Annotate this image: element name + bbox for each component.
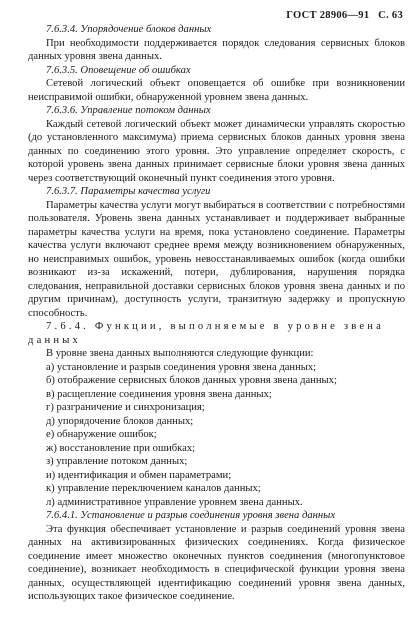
page-number: С. 63 <box>378 10 403 21</box>
list-item: г) разграничение и синхронизация; <box>46 402 205 413</box>
section-heading-7-6-3-5: 7.6.3.5. Оповещение об ошибках <box>46 64 191 76</box>
document-body <box>28 23 405 604</box>
list-item: б) отображение сервисных блоков данных уровня звена данных; <box>46 375 337 386</box>
list-item: л) административное управление уровнем звена данных. <box>46 496 303 508</box>
functions-list <box>28 361 405 510</box>
functions-heading-continued: данных <box>28 334 82 346</box>
section-heading-7-6-4-1: 7.6.4.1. Установление и разрыв соединения уровня звена данных <box>46 510 336 521</box>
section-paragraph-7-6-3-4: При необходимости поддерживается порядок следования сервисных блоков данных уровня звена данных. <box>28 37 405 62</box>
list-item: д) упорядочение блоков данных; <box>46 415 194 427</box>
list-item: в) расщепление соединения уровня звена данных; <box>46 388 272 400</box>
section-heading-7-6-3-7: 7.6.3.7. Параметры качества услуги <box>46 186 211 197</box>
section-heading-7-6-3-6: 7.6.3.6. Управление потоком данных <box>46 105 211 116</box>
list-item: к) управление переключением каналов данных; <box>46 483 261 494</box>
list-item: з) управление потоком данных; <box>46 456 188 467</box>
section-heading-7-6-3-4: 7.6.3.4. Упорядочение блоков данных <box>46 24 212 35</box>
list-item: ж) восстановление при ошибках; <box>46 442 196 454</box>
functions-intro: В уровне звена данных выполняются следующие функции: <box>46 348 314 359</box>
section-paragraph-7-6-3-7: Параметры качества услуги могут выбираться в соответствии с потребностями пользователя. Уровень звена данных устанавливает и поддерживает выбранные параметры качества услуги на время, пока установлено соединение. Параметры качества услуги включают среднее время между возникновением обнаруженных, но неисправимых ошибок, уровень невосстанавливаемых ошибок (когда ошибки возникают из-за искажений, потери, дублирования, нарушения порядка следования, неправильной доставки сервисных блоков уровня звена данных и по другим причинам), доступность услуги, транзитную задержку и пропускную способность. <box>28 199 405 319</box>
section-paragraph-7-6-3-6: Каждый сетевой логический объект может динамически управлять скоростью (до установленного максимума) приема сервисных блоков данных уровня звена данных по соединению этого уровня. Это управление определяет скорость, с которой уровень звена данных принимает сервисные блоки уровня звена данных через соответствующий оконечный пункт соединения этого уровня. <box>28 118 405 184</box>
list-item: и) идентификация и обмен параметрами; <box>46 469 232 481</box>
section-paragraph-7-6-3-5: Сетевой логический объект оповещается об ошибке при возникновении неисправимой ошибки, обнаруженной уровнем звена данных. <box>28 78 405 103</box>
section-paragraph-7-6-4-1: Эта функция обеспечивает установление и разрыв соединений уровня звена данных на активизированных физических соединениях. Когда физическое соединение имеет множество оконечных пунктов соединения (многопунктовое соединение), возникает необходимость в специфической функции уровня звена данных, осуществляющей идентификацию соединений уровня звена данных, использующих такое физическое соединение. <box>28 523 405 602</box>
list-item: а) установление и разрыв соединения уровня звена данных; <box>46 361 317 373</box>
list-item: е) обнаружение ошибок; <box>46 429 157 440</box>
functions-heading: 7.6.4. Функции, выполняемые в уровне звена <box>46 321 385 332</box>
page-header <box>286 9 403 23</box>
standard-number: ГОСТ 28906—91 <box>286 10 370 21</box>
